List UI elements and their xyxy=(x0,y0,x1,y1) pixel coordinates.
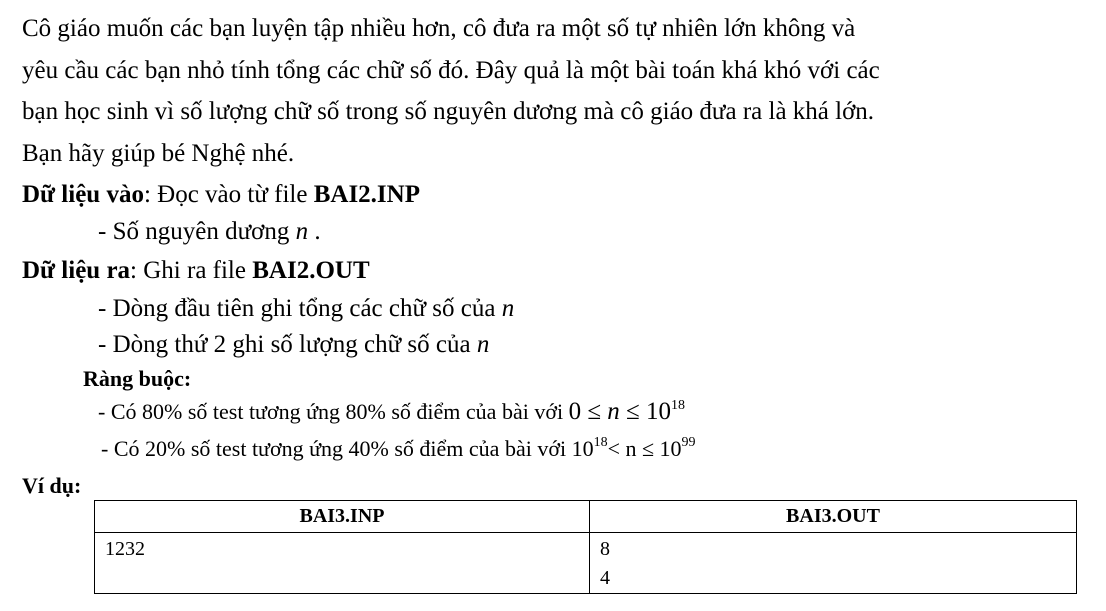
constraint-2 xyxy=(101,434,696,464)
example-table xyxy=(94,500,1077,594)
output-filename: BAI2.OUT xyxy=(252,257,370,284)
intro-line-1: Cô giáo muốn các bạn luyện tập nhiều hơn, cô đưa ra một số tự nhiên lớn không và xyxy=(22,15,856,42)
input-item-var: n xyxy=(295,218,309,245)
example-heading: Ví dụ: xyxy=(22,473,82,498)
constraint-1-math-a: 0 ≤ xyxy=(568,398,608,425)
output-item-2-var: n xyxy=(476,331,490,358)
input-section-title xyxy=(22,180,420,210)
example-row xyxy=(95,533,1077,594)
constraint-2-exponent-2: 99 xyxy=(681,435,696,450)
output-text: : Ghi ra file xyxy=(130,257,253,284)
output-item-1 xyxy=(98,294,514,324)
constraint-2-exponent-1: 18 xyxy=(593,435,608,450)
intro-line-2: yêu cầu các bạn nhỏ tính tổng các chữ số đó. Đây quả là một bài toán khá khó với các xyxy=(22,57,880,84)
input-item xyxy=(98,217,321,247)
example-header-output: BAI3.OUT xyxy=(590,501,1077,533)
constraint-1-var: n xyxy=(607,398,620,425)
example-input-cell xyxy=(95,533,590,594)
example-input-line: 1232 xyxy=(105,538,145,560)
input-text: : Đọc vào từ file xyxy=(143,181,314,208)
output-item-1-var: n xyxy=(501,295,515,322)
input-heading: Dữ liệu vào xyxy=(22,181,144,208)
example-header-input: BAI3.INP xyxy=(95,501,590,533)
output-item-2-text: - Dòng thứ 2 ghi số lượng chữ số của xyxy=(98,331,477,358)
constraint-2-text: - Có 20% số test tương ứng 40% số điểm của bài với xyxy=(101,436,572,461)
output-item-2 xyxy=(98,330,489,360)
constraint-2-base: 10 xyxy=(571,436,594,461)
example-output-line-1: 8 xyxy=(600,538,610,560)
constraints-heading: Ràng buộc: xyxy=(83,366,192,391)
intro-line-4: Bạn hãy giúp bé Nghệ nhé. xyxy=(22,140,295,167)
intro-line-3: bạn học sinh vì số lượng chữ số trong số nguyên dương mà cô giáo đưa ra là khá lớn. xyxy=(22,98,875,125)
constraint-1 xyxy=(98,397,685,427)
constraint-1-math-b: ≤ 10 xyxy=(619,398,672,425)
input-item-suffix: . xyxy=(308,218,321,245)
constraint-1-text: - Có 80% số test tương ứng 80% số điểm của bài với xyxy=(98,399,569,424)
input-filename: BAI2.INP xyxy=(313,181,420,208)
output-heading: Dữ liệu ra xyxy=(22,257,131,284)
input-item-text: - Số nguyên dương xyxy=(98,218,296,245)
example-output-line-2: 4 xyxy=(600,567,610,589)
example-header-row xyxy=(95,501,1077,533)
output-section-title xyxy=(22,256,370,286)
constraint-1-exponent: 18 xyxy=(671,398,686,413)
output-item-1-text: - Dòng đầu tiên ghi tổng các chữ số của xyxy=(98,295,502,322)
example-output-cell xyxy=(590,533,1077,594)
constraint-2-mid: < n ≤ 10 xyxy=(607,436,682,461)
